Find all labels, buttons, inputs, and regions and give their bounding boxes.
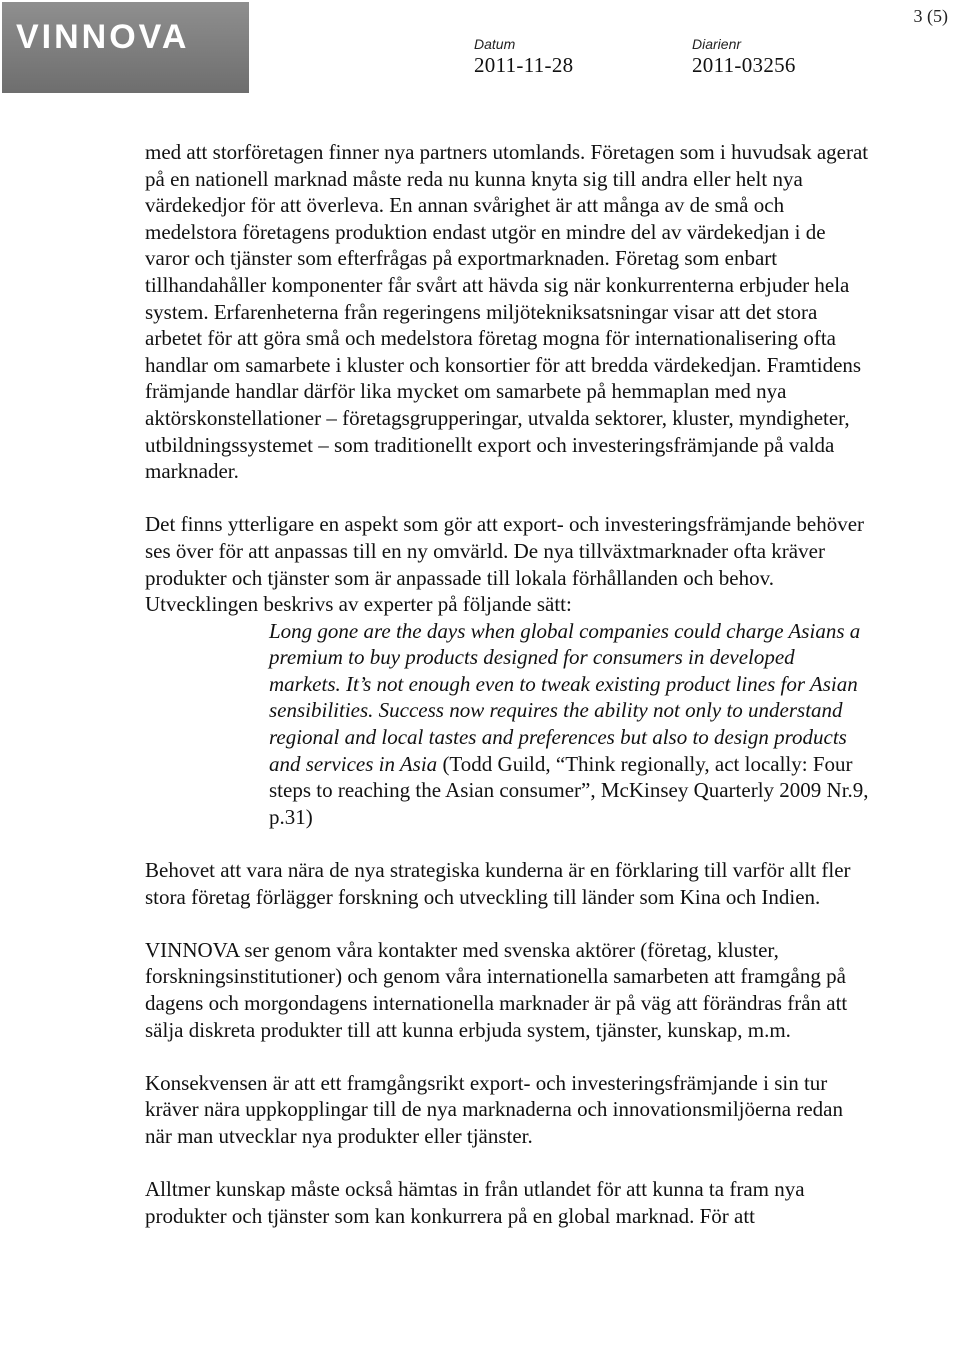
- date-value: 2011-11-28: [474, 53, 574, 77]
- dnr-value: 2011-03256: [692, 53, 796, 77]
- paragraph-6: Alltmer kunskap måste också hämtas in från utlandet för att kunna ta fram nya produkter och tjänster som kan konkurrera på en global marknad. För att: [145, 1177, 805, 1228]
- paragraph-4: VINNOVA ser genom våra kontakter med svenska aktörer (företag, kluster, forskningsinstitutioner) och genom våra internationella samarbeten att framgång på dagens och morgondagens internationella marknader är på väg att förändras från att sälja diskreta produkter till att kunna erbjuda system, tjänster, kunskap, m.m.: [145, 937, 848, 1042]
- quote-citation: (Todd Guild, “Think regionally, act locally: Four steps to reaching the Asian consumer”, McKinsey Quarterly 2009 Nr.9, p.31): [269, 751, 869, 829]
- date-label: Datum: [474, 36, 516, 52]
- block-quote: [269, 618, 869, 831]
- dnr-block: [692, 36, 796, 78]
- quote-text: Long gone are the days when global companies could charge Asians a premium to buy products designed for consumers in developed markets. It’s not enough even to tweak existing product lines for Asian sensibilities. Success now requires the ability not only to understand regional and local tastes and preferences but also to design products and services in Asia: [269, 618, 861, 776]
- logo-text: VINNOVA: [16, 18, 190, 56]
- paragraph-2: Det finns ytterligare en aspekt som gör att export- och investeringsfrämjande behöver ses över för att anpassas till en ny omvärld. De nya tillväxtmarknader ofta kräver produkter och tjänster som är anpassade till lokala förhållanden och behov. Utvecklingen beskrivs av experter på följande sätt:: [145, 512, 865, 617]
- paragraph-3: Behovet att vara nära de nya strategiska kunderna är en förklaring till varför allt fler stora företag förlägger forskning och utveckling till länder som Kina och Indien.: [145, 858, 851, 909]
- paragraph-5: Konsekvensen är att ett framgångsrikt export- och investeringsfrämjande i sin tur kräver nära uppkopplingar till de nya marknaderna och innovationsmiljöerna redan när man utvecklar nya produkter eller tjänster.: [145, 1070, 844, 1148]
- paragraph-1: med att storföretagen finner nya partners utomlands. Företagen som i huvudsak agerat på en nationell marknad måste reda nu kunna knyta sig till andra eller helt nya värdekedjor för att överleva. En annan svårighet är att många av de små och medelstora företagens produktion endast utgör en mindre del av värdekedjan i de varor och tjänster som efterfrågas på exportmarknaden. Företag som enbart tillhandahåller komponenter får svårt att hävda sig när konkurrenterna erbjuder hela system. Erfarenheterna från regeringens miljötekniksatsningar visar att det stora arbetet för att göra små och medelstora företag mogna för internationalisering ofta handlar om samarbete i kluster och konsortier för att bredda värdekedjan. Framtidens främjande handlar därför lika mycket om samarbete på hemmaplan med nya aktörskonstellationer – företagsgrupperingar, utvalda sektorer, kluster, myndigheter, utbildningssystemet – som traditionellt export och investeringsfrämjande på valda marknader.: [145, 140, 869, 484]
- date-block: [474, 36, 573, 78]
- vinnova-logo: [2, 2, 249, 93]
- document-body: [145, 139, 875, 1256]
- vinnova-logo-mark: [2, 2, 249, 93]
- dnr-label: Diarienr: [692, 36, 742, 52]
- page-number: 3 (5): [913, 6, 948, 26]
